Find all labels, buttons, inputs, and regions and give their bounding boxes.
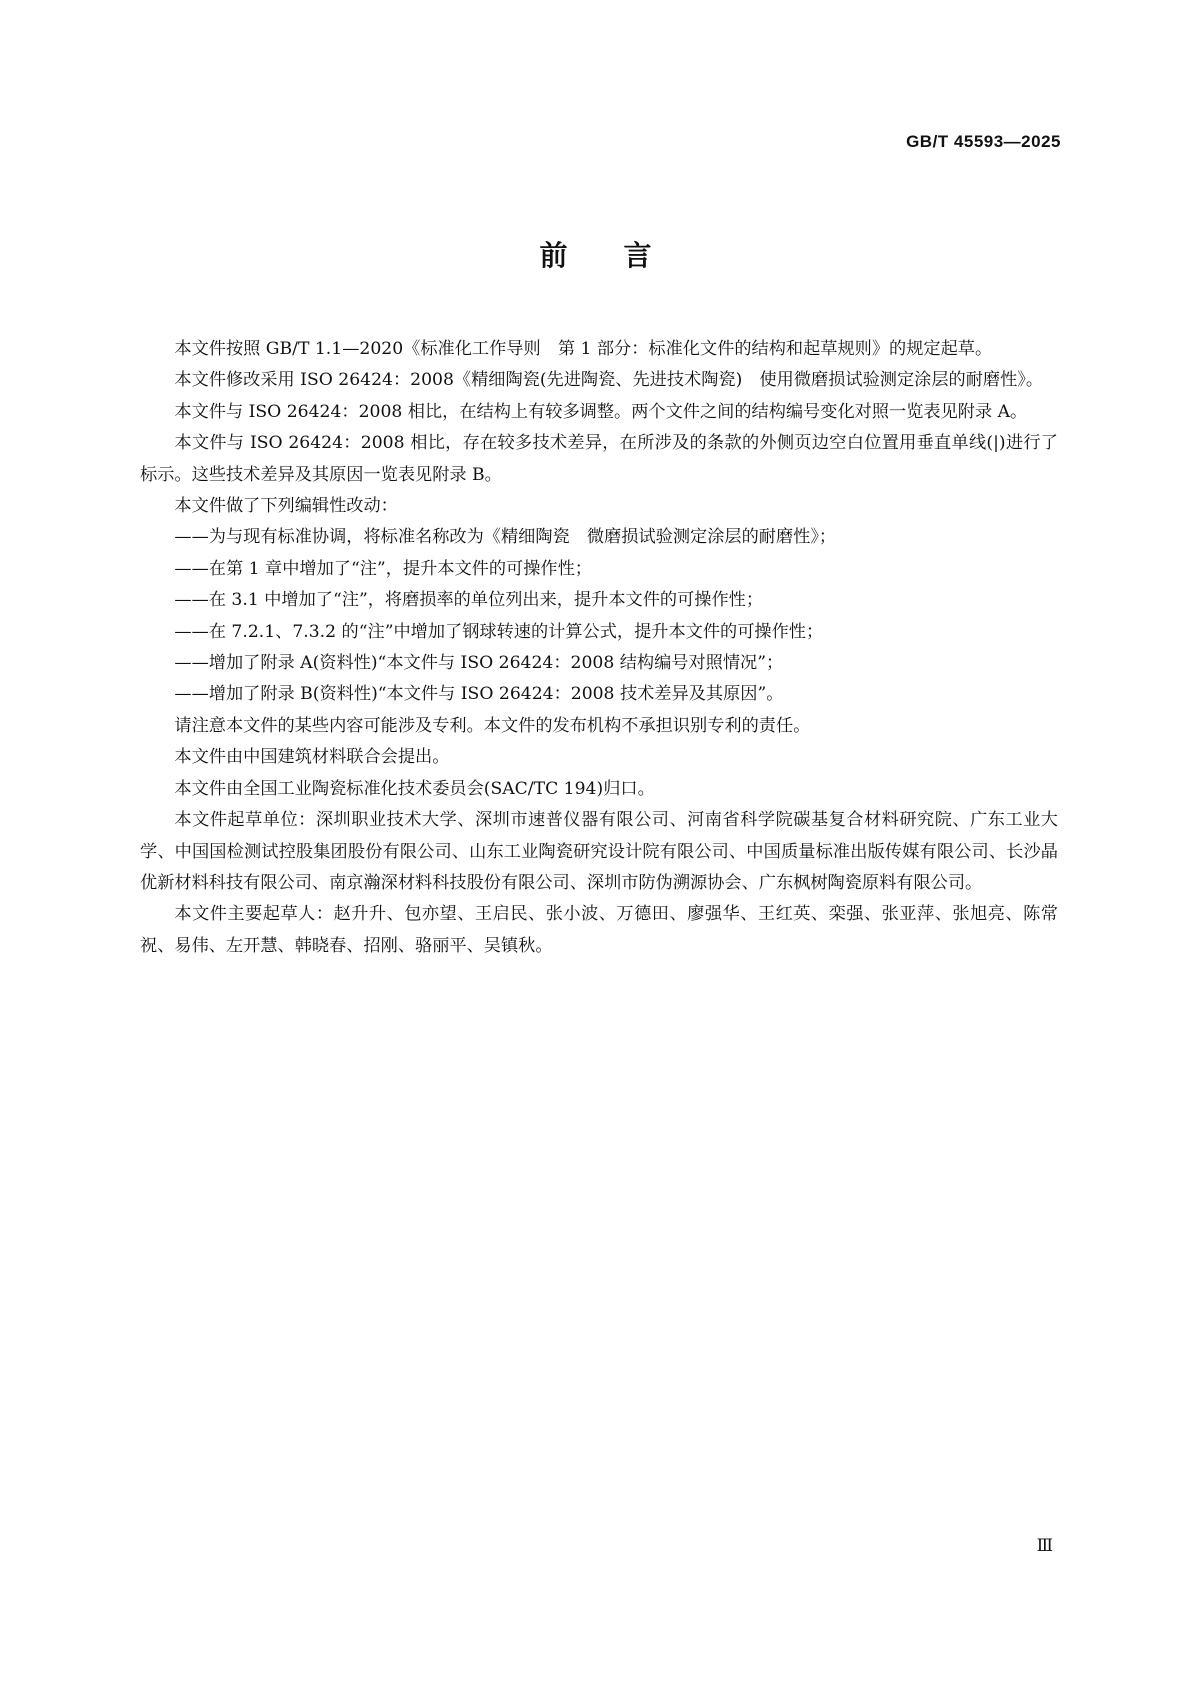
list-item: ——增加了附录 A(资料性)“本文件与 ISO 26424：2008 结构编号对照情况”； (174, 653, 784, 674)
list-item: ——在 7.2.1、7.3.2 的“注”中增加了钢球转速的计算公式，提升本文件的可操作性； (174, 621, 824, 642)
paragraph: 本文件与 ISO 26424：2008 相比，在结构上有较多调整。两个文件之间的结构编号变化对照一览表见附录 A。 (174, 401, 1028, 422)
paragraph: 本文件由全国工业陶瓷标准化技术委员会(SAC/TC 194)归口。 (174, 778, 655, 799)
list-item: ——在第 1 章中增加了“注”，提升本文件的可操作性； (174, 558, 592, 579)
list-item: ——在 3.1 中增加了“注”，将磨损率的单位列出来，提升本文件的可操作性； (174, 590, 764, 611)
page-title: 前言 (539, 239, 708, 272)
paragraph: 本文件与 ISO 26424：2008 相比，存在较多技术差异，在所涉及的条款的外侧页边空白位置用垂直单线(|)进行了标示。这些技术差异及其原因一览表见附录 B。 (140, 433, 1058, 485)
paragraph: 请注意本文件的某些内容可能涉及专利。本文件的发布机构不承担识别专利的责任。 (174, 715, 811, 736)
paragraph: 本文件按照 GB/T 1.1—2020《标准化工作导则 第 1 部分：标准化文件的结构和起草规则》的规定起草。 (174, 339, 993, 359)
paragraph: 本文件主要起草人：赵升升、包亦望、王启民、张小波、万德田、廖强华、王红英、栾强、张亚萍、张旭亮、陈常祝、易伟、左开慧、韩晓春、招刚、骆丽平、吴镇秋。 (140, 904, 1058, 956)
paragraph: 本文件由中国建筑材料联合会提出。 (174, 747, 450, 768)
list-item: ——为与现有标准协调，将标准名称改为《精细陶瓷 微磨损试验测定涂层的耐磨性》； (174, 527, 837, 548)
paragraph: 本文件做了下列编辑性改动： (174, 496, 398, 517)
foreword-body (140, 334, 1058, 962)
list-item: ——增加了附录 B(资料性)“本文件与 ISO 26424：2008 技术差异及其原因”。 (174, 684, 784, 705)
paragraph: 本文件起草单位：深圳职业技术大学、深圳市速普仪器有限公司、河南省科学院碳基复合材料研究院、广东工业大学、中国国检测试控股集团股份有限公司、山东工业陶瓷研究设计院有限公司、中国质量标准出版传媒有限公司、长沙晶优新材料科技有限公司、南京瀚深材料科技股份有限公司、深圳市防伪溯源协会、广东枫树陶瓷原料有限公司。 (140, 810, 1058, 893)
page-number: Ⅲ (1036, 1536, 1053, 1556)
paragraph: 本文件修改采用 ISO 26424：2008《精细陶瓷(先进陶瓷、先进技术陶瓷) 使用微磨损试验测定涂层的耐磨性》。 (174, 370, 1044, 391)
document-code: GB/T 45593—2025 (906, 132, 1061, 151)
